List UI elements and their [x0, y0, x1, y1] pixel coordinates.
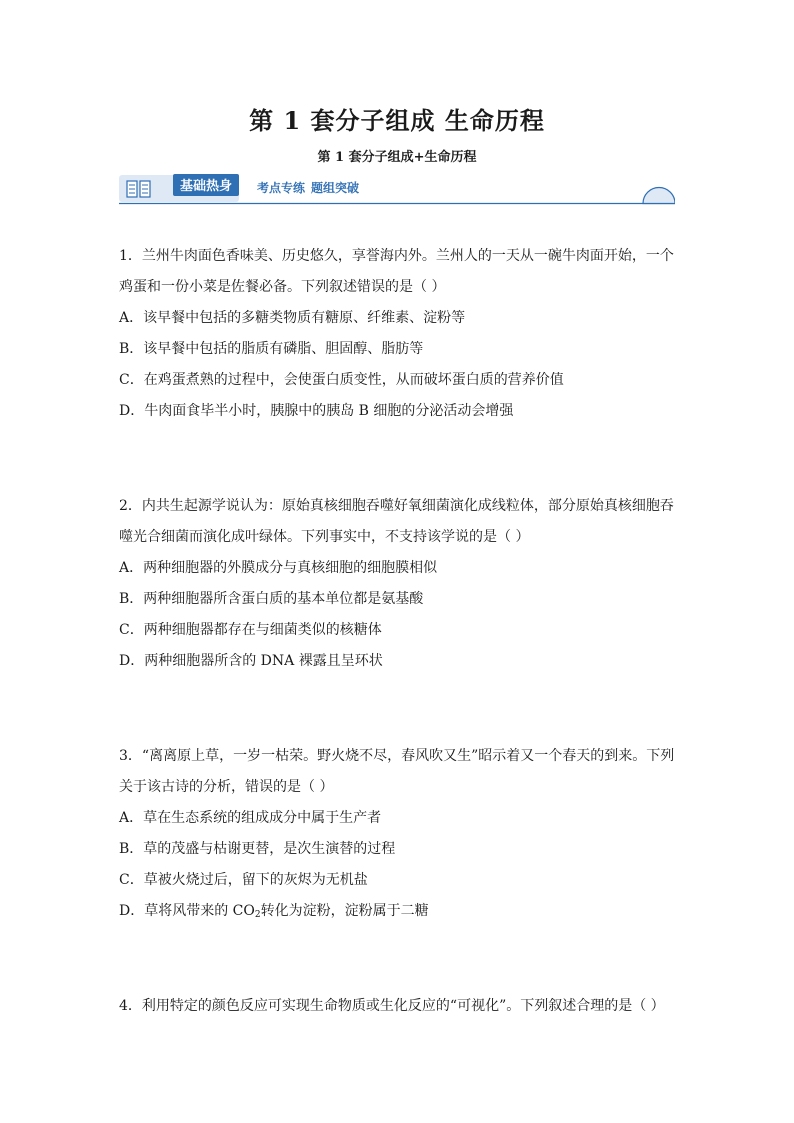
question-2 — [119, 491, 679, 677]
section-banner — [119, 172, 675, 208]
option-c: C．在鸡蛋煮熟的过程中，会使蛋白质变性，从而破坏蛋白质的营养价值 — [119, 372, 564, 388]
question-4 — [119, 991, 679, 1022]
option-d — [119, 896, 679, 927]
option-d: D．两种细胞器所含的 DNA 裸露且呈环状 — [119, 653, 383, 669]
question-stem: 1．兰州牛肉面色香味美、历史悠久，享誉海内外。兰州人的一天从一碗牛肉面开始，一个 — [119, 248, 674, 264]
banner-tag-label: 基础热身 — [179, 179, 233, 194]
option-d-text-before: D．草将风带来的 CO — [119, 903, 255, 919]
option-c: C．草被火烧过后，留下的灰烬为无机盐 — [119, 872, 368, 888]
banner-text-2: 题组突破 — [311, 181, 360, 195]
question-stem: 2．内共生起源学说认为：原始真核细胞吞噬好氧细菌演化成线粒体，部分原始真核细胞吞 — [119, 498, 674, 514]
option-b: B．该早餐中包括的脂质有磷脂、胆固醇、脂肪等 — [119, 341, 424, 357]
question-stem: 噬光合细菌而演化成叶绿体。下列事实中，不支持该学说的是（ ） — [119, 529, 530, 545]
question-stem: 关于该古诗的分析，错误的是（ ） — [119, 779, 334, 795]
question-1 — [119, 241, 679, 427]
option-a: A．两种细胞器的外膜成分与真核细胞的细胞膜相似 — [119, 560, 438, 576]
question-stem: 4．利用特定的颜色反应可实现生命物质或生化反应的“可视化”。下列叙述合理的是（ ） — [119, 998, 665, 1014]
option-a: A．该早餐中包括的多糖类物质有糖原、纤维素、淀粉等 — [119, 310, 466, 326]
option-d: D．牛肉面食毕半小时，胰腺中的胰岛 B 细胞的分泌活动会增强 — [119, 403, 514, 419]
question-3 — [119, 741, 679, 927]
banner-half-circle — [643, 188, 675, 204]
option-d-text-after: 转化为淀粉，淀粉属于二糖 — [260, 903, 429, 919]
option-c: C．两种细胞器都存在与细菌类似的核糖体 — [119, 622, 382, 638]
option-a: A．草在生态系统的组成成分中属于生产者 — [119, 810, 382, 826]
option-d-subscript: 2 — [254, 910, 261, 920]
page-title: 第 1 套分子组成 生命历程 — [249, 106, 545, 135]
option-b: B．两种细胞器所含蛋白质的基本单位都是氨基酸 — [119, 591, 424, 607]
question-stem: 3．“离离原上草，一岁一枯荣。野火烧不尽，春风吹又生”昭示着又一个春天的到来。下列 — [119, 748, 675, 764]
option-b: B．草的茂盛与枯谢更替，是次生演替的过程 — [119, 841, 396, 857]
banner-text-1: 考点专练 — [257, 181, 306, 195]
question-stem: 鸡蛋和一份小菜是佐餐必备。下列叙述错误的是（ ） — [119, 279, 446, 295]
page-subtitle: 第 1 套分子组成+生命历程 — [317, 150, 477, 165]
